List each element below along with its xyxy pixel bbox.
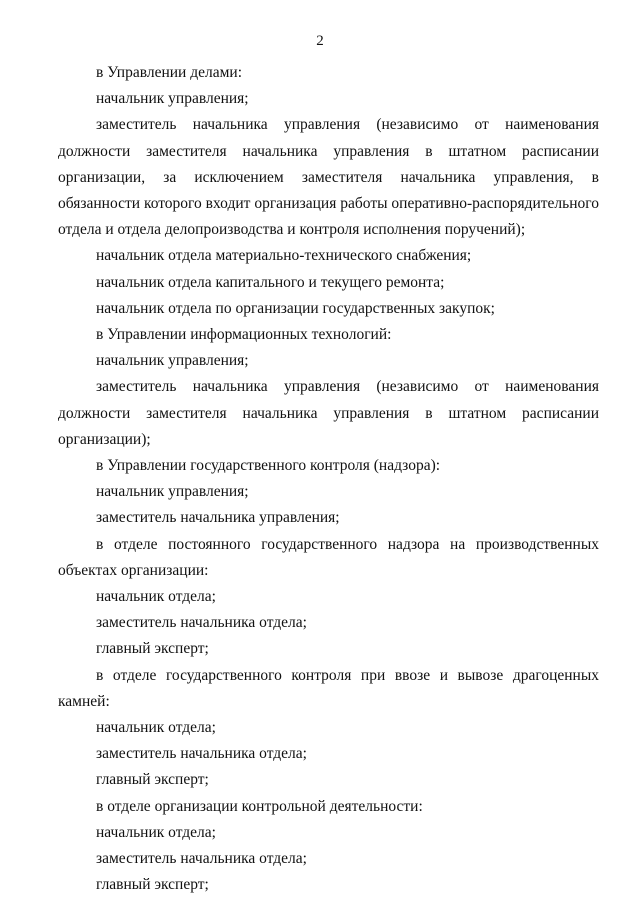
position-item: заместитель начальника управления (независимо от наименования должности заместителя начальника управления в штатном расписании организации, за исключением заместителя начальника управления, в обязанности которого входит организация работы оперативно-распорядительного отдела и отдела делопроизводства и контроля исполнения поручений); xyxy=(58,116,599,239)
position-item: заместитель начальника отдела; xyxy=(96,614,307,632)
position-item: главный эксперт; xyxy=(96,771,209,789)
subsection-heading-control-activity: в отделе организации контрольной деятельности: xyxy=(96,797,423,815)
position-item: начальник отдела; xyxy=(96,823,216,841)
position-item: заместитель начальника управления; xyxy=(96,509,340,527)
subsection-heading-import-export: в отделе государственного контроля при ввозе и вывозе драгоценных камней: xyxy=(58,666,599,710)
position-item: начальник отдела капитального и текущего ремонта; xyxy=(96,273,445,291)
position-item: начальник отдела; xyxy=(96,719,216,737)
section-heading-state-control: в Управлении государственного контроля (надзора): xyxy=(96,457,441,475)
position-item: начальник управления; xyxy=(96,483,249,501)
subsection-heading-supervision: в отделе постоянного государственного надзора на производственных объектах организации: xyxy=(58,535,599,579)
position-item: заместитель начальника управления (независимо от наименования должности заместителя начальника управления в штатном расписании организации); xyxy=(58,378,599,448)
position-item: начальник отдела материально-технического снабжения; xyxy=(96,247,472,265)
position-item: заместитель начальника отдела; xyxy=(96,850,307,868)
page-number: 2 xyxy=(316,33,324,49)
section-heading-it: в Управлении информационных технологий: xyxy=(96,326,392,344)
document-body xyxy=(58,60,599,899)
position-item: заместитель начальника отдела; xyxy=(96,745,307,763)
position-item: главный эксперт; xyxy=(96,640,209,658)
position-item: начальник отдела; xyxy=(96,588,216,606)
position-item: начальник отдела по организации государственных закупок; xyxy=(96,299,495,317)
position-item: начальник управления; xyxy=(96,90,249,108)
section-heading-administration: в Управлении делами: xyxy=(96,64,243,81)
position-item: главный эксперт; xyxy=(96,876,209,894)
position-item: начальник управления; xyxy=(96,352,249,370)
